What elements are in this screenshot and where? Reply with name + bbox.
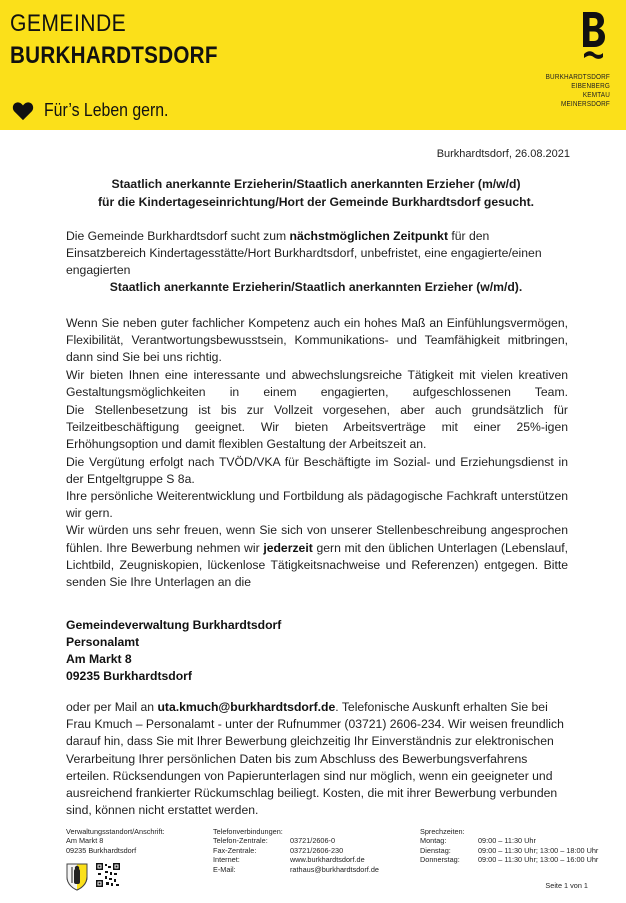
hours-time: 09:00 – 11:30 Uhr	[478, 836, 536, 846]
job-title	[66, 175, 566, 211]
position-paragraph	[66, 402, 568, 591]
apply-text	[66, 522, 568, 591]
postal-address	[66, 617, 281, 685]
contact-row	[213, 836, 379, 845]
offer-text: Wir bieten Ihnen eine interessante und abwechslungsreiche Tätigkeit mit vielen kreativen Gestaltungsmöglichkeiten in einem engagierten, aufgeschlossenen Team.	[66, 367, 568, 399]
email-link[interactable]: rathaus@burkhardtsdorf.de	[290, 864, 379, 874]
contact-email-link[interactable]: uta.kmuch@burkhardtsdorf.de	[157, 700, 336, 714]
hours-row	[420, 836, 598, 845]
municipality-logo	[520, 10, 610, 108]
development-text: Ihre persönliche Weiterentwicklung und Fortbildung als pädagogische Fachkraft unterstützen wir gern.	[66, 489, 568, 521]
contact-phone: 03721/2606-0	[290, 836, 336, 846]
footer-graphics	[66, 863, 120, 891]
contact-row	[213, 855, 379, 864]
competence-text: Wenn Sie neben guter fachlicher Kompetenz auch ein hohes Maß an Einfühlungsvermögen, Flexibilität, Verantwortungsbewusstsein, Kommunikations- und Teamfähigkeit mitbringen, dann sind Sie bei uns richtig.	[66, 316, 568, 365]
place-name: EIBENBERG	[571, 81, 610, 90]
footer-contact-heading: Telefonverbindungen:	[213, 827, 283, 836]
contact-row	[213, 865, 379, 874]
hours-time: 09:00 – 11:30 Uhr; 13:00 – 16:00 Uhr	[478, 855, 599, 865]
office-hours-heading: Sprechzeiten:	[420, 827, 465, 836]
footer-address-line: 09235 Burkhardtsdorf	[66, 845, 137, 855]
apply-emphasis: jederzeit	[263, 540, 313, 555]
competence-paragraph	[66, 315, 568, 401]
page-number: Seite 1 von 1	[545, 881, 588, 890]
intro-text-cont: für den Einsatzbereich Kindertagesstätte/Hort Burkhardtsdorf, unbefristet, eine engagierte/einen engagierten	[66, 229, 542, 278]
contact-label: Internet:	[213, 855, 240, 865]
brand-gemeinde: GEMEINDE	[10, 10, 127, 37]
address-line: Personalamt	[66, 635, 140, 649]
place-list	[520, 72, 610, 108]
intro-paragraph	[66, 228, 568, 280]
address-line: Am Markt 8	[66, 652, 132, 666]
document-date: Burkhardtsdorf, 26.08.2021	[436, 148, 570, 160]
qr-code-icon	[96, 863, 120, 887]
intro-text: Die Gemeinde Burkhardtsdorf sucht zum	[66, 229, 290, 243]
address-line: 09235 Burkhardtsdorf	[66, 669, 192, 683]
heart-icon	[12, 101, 34, 121]
apply-text-pre: Wir würden uns sehr freuen, wenn Sie sich von unserer Stellenbeschreibung angesprochen fühlen. Ihre Bewerbung nehmen wir	[66, 523, 568, 555]
hours-time: 09:00 – 11:30 Uhr; 13:00 – 18:00 Uhr	[478, 845, 599, 855]
intro-emphasis: nächstmöglichen Zeitpunkt	[289, 229, 448, 243]
contact-row	[213, 846, 379, 855]
job-title-line1: Staatlich anerkannte Erzieherin/Staatlich anerkannten Erzieher (m/w/d)	[111, 177, 521, 191]
brand-name: BURKHARDTSDORF	[10, 42, 218, 69]
b-logo-icon	[580, 10, 606, 64]
slogan-text: Für’s Leben gern.	[44, 100, 169, 120]
place-name: BURKHARDTSDORF	[545, 72, 610, 81]
address-line: Gemeindeverwaltung Burkhardtsdorf	[66, 618, 282, 632]
footer-contacts	[213, 827, 379, 874]
place-name: MEINERSDORF	[561, 99, 610, 108]
website-link[interactable]: www.burkhardtsdorf.de	[290, 855, 365, 865]
contact-label: Fax-Zentrale:	[213, 845, 257, 855]
mail-text-post: . Telefonische Auskunft erhalten Sie bei Frau Kmuch – Personalamt - unter der Rufnummer (03721) 2606-234. Wir weisen freundlich darauf hin, dass Sie mit Ihrer Bewerbung gleichzeitig Ihr Einverständnis zur elektronischen Verarbeitung Ihrer persönlichen Daten bis zum Abschluss des Bewerbungsverfahrens erteilen. Rücksendungen von Papierunterlagen sind nur möglich, wenn ein geeigneter und ausreichend frankierter Rückumschlag beiliegt. Kosten, die mit ihrer Bewerbung verbunden sind, können nicht erstattet werden.	[66, 700, 564, 818]
mail-text-pre: oder per Mail an	[66, 700, 158, 714]
contact-label: Telefon-Zentrale:	[213, 836, 268, 846]
hours-day: Montag:	[420, 836, 447, 846]
slogan	[12, 100, 185, 121]
hours-row	[420, 855, 598, 864]
footer-office-hours	[420, 827, 598, 865]
mail-paragraph	[66, 699, 568, 819]
hours-row	[420, 846, 598, 855]
position-text: Die Stellenbesetzung ist bis zur Vollzeit vorgesehen, aber auch grundsätzlich für Teilzeitbeschäftigung geeignet. Wir bieten Arbeitsverträge mit einer 25%-igen Erhöhungsoption und damit flexiblen Gestaltung der Arbeitszeit an.	[66, 403, 568, 452]
footer-address-line: Am Markt 8	[66, 836, 104, 846]
place-name: KEMTAU	[582, 90, 610, 99]
contact-label: E-Mail:	[213, 864, 236, 874]
hours-day: Donnerstag:	[420, 855, 460, 865]
hours-day: Dienstag:	[420, 845, 451, 855]
apply-text-post: gern mit den üblichen Unterlagen (Lebenslauf, Lichtbild, Zeugniskopien, lückenlose Tätigkeitsnachweise und Referenzen) entgegen. Bitte senden Sie Ihre Unterlagen an die	[66, 540, 569, 590]
salary-text: Die Vergütung erfolgt nach TVÖD/VKA für Beschäftigte im Sozial- und Erziehungsdienst in der Entgeltgruppe S 8a.	[66, 454, 568, 486]
contact-fax: 03721/2606-230	[290, 845, 344, 855]
coat-of-arms-icon	[66, 863, 88, 891]
job-subtitle: Staatlich anerkannte Erzieherin/Staatlich anerkannten Erzieher (w/m/d).	[109, 280, 523, 294]
footer-address	[66, 827, 165, 855]
job-title-line2: für die Kindertageseinrichtung/Hort der Gemeinde Burkhardtsdorf gesucht.	[97, 195, 535, 209]
letterhead-banner	[0, 0, 626, 130]
footer-address-heading: Verwaltungsstandort/Anschrift:	[66, 827, 165, 836]
